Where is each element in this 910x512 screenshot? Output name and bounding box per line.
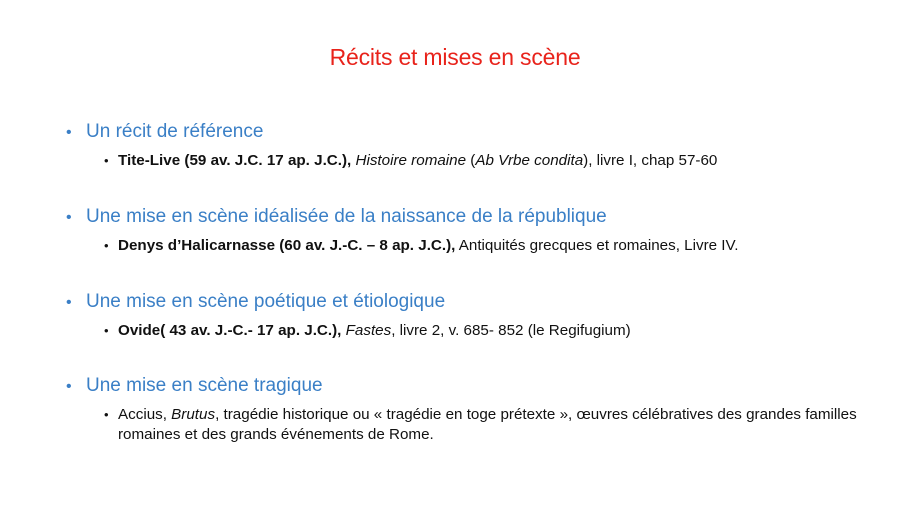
text-fragment: , livre 2, v. 685- 852 (le Regifugium) bbox=[391, 322, 631, 339]
author-name: Tite-Live (59 av. J.C. 17 ap. J.C.), bbox=[118, 152, 352, 169]
work-title: Brutus bbox=[171, 406, 216, 423]
section-heading-text: Un récit de référence bbox=[86, 121, 264, 142]
author-name: Denys d’Halicarnasse (60 av. J.-C. – 8 ap. J.C.), bbox=[118, 237, 456, 254]
section-poetic-staging bbox=[66, 290, 866, 341]
section-heading-text: Une mise en scène poétique et étiologique bbox=[86, 291, 446, 312]
section-heading bbox=[66, 374, 866, 399]
bullet-icon: • bbox=[104, 153, 109, 168]
work-title: Fastes bbox=[345, 322, 392, 339]
section-tragic-staging bbox=[66, 374, 866, 445]
sub-item-text bbox=[118, 321, 866, 341]
section-reference-narrative bbox=[66, 120, 866, 171]
latin-title: Ab Vrbe condita bbox=[475, 152, 584, 169]
slide-title: Récits et mises en scène bbox=[329, 44, 581, 70]
sub-item bbox=[104, 321, 866, 341]
text-fragment: , tragédie historique ou « tragédie en toge prétexte », œuvres célébratives des grandes familles romaines et des grands événements de Rome. bbox=[118, 406, 857, 443]
bullet-icon: • bbox=[104, 238, 109, 253]
text-fragment: ), livre I, chap 57-60 bbox=[583, 152, 718, 169]
text-fragment: ( bbox=[466, 152, 476, 169]
section-heading bbox=[66, 205, 866, 230]
section-idealized-staging bbox=[66, 205, 866, 256]
author-name: Ovide( 43 av. J.-C.- 17 ap. J.C.), bbox=[118, 322, 342, 339]
bullet-icon: • bbox=[104, 323, 109, 338]
bullet-icon: • bbox=[66, 124, 72, 141]
sub-item-text bbox=[118, 405, 866, 445]
section-heading bbox=[66, 290, 866, 315]
sub-item-text bbox=[118, 151, 866, 171]
sub-item bbox=[104, 236, 866, 256]
work-title: Histoire romaine bbox=[355, 152, 467, 169]
bullet-icon: • bbox=[66, 209, 72, 226]
text-fragment: Antiquités grecques et romaines, Livre IV. bbox=[455, 237, 739, 254]
section-heading-text: Une mise en scène tragique bbox=[86, 375, 323, 396]
bullet-icon: • bbox=[66, 378, 72, 395]
sub-item-text bbox=[118, 236, 866, 256]
sub-item bbox=[104, 405, 866, 445]
bullet-icon: • bbox=[66, 294, 72, 311]
section-heading bbox=[66, 120, 866, 145]
author-name: Accius, bbox=[118, 406, 172, 423]
sub-item bbox=[104, 151, 866, 171]
bullet-icon: • bbox=[104, 407, 109, 422]
section-heading-text: Une mise en scène idéalisée de la naissance de la république bbox=[86, 206, 607, 227]
